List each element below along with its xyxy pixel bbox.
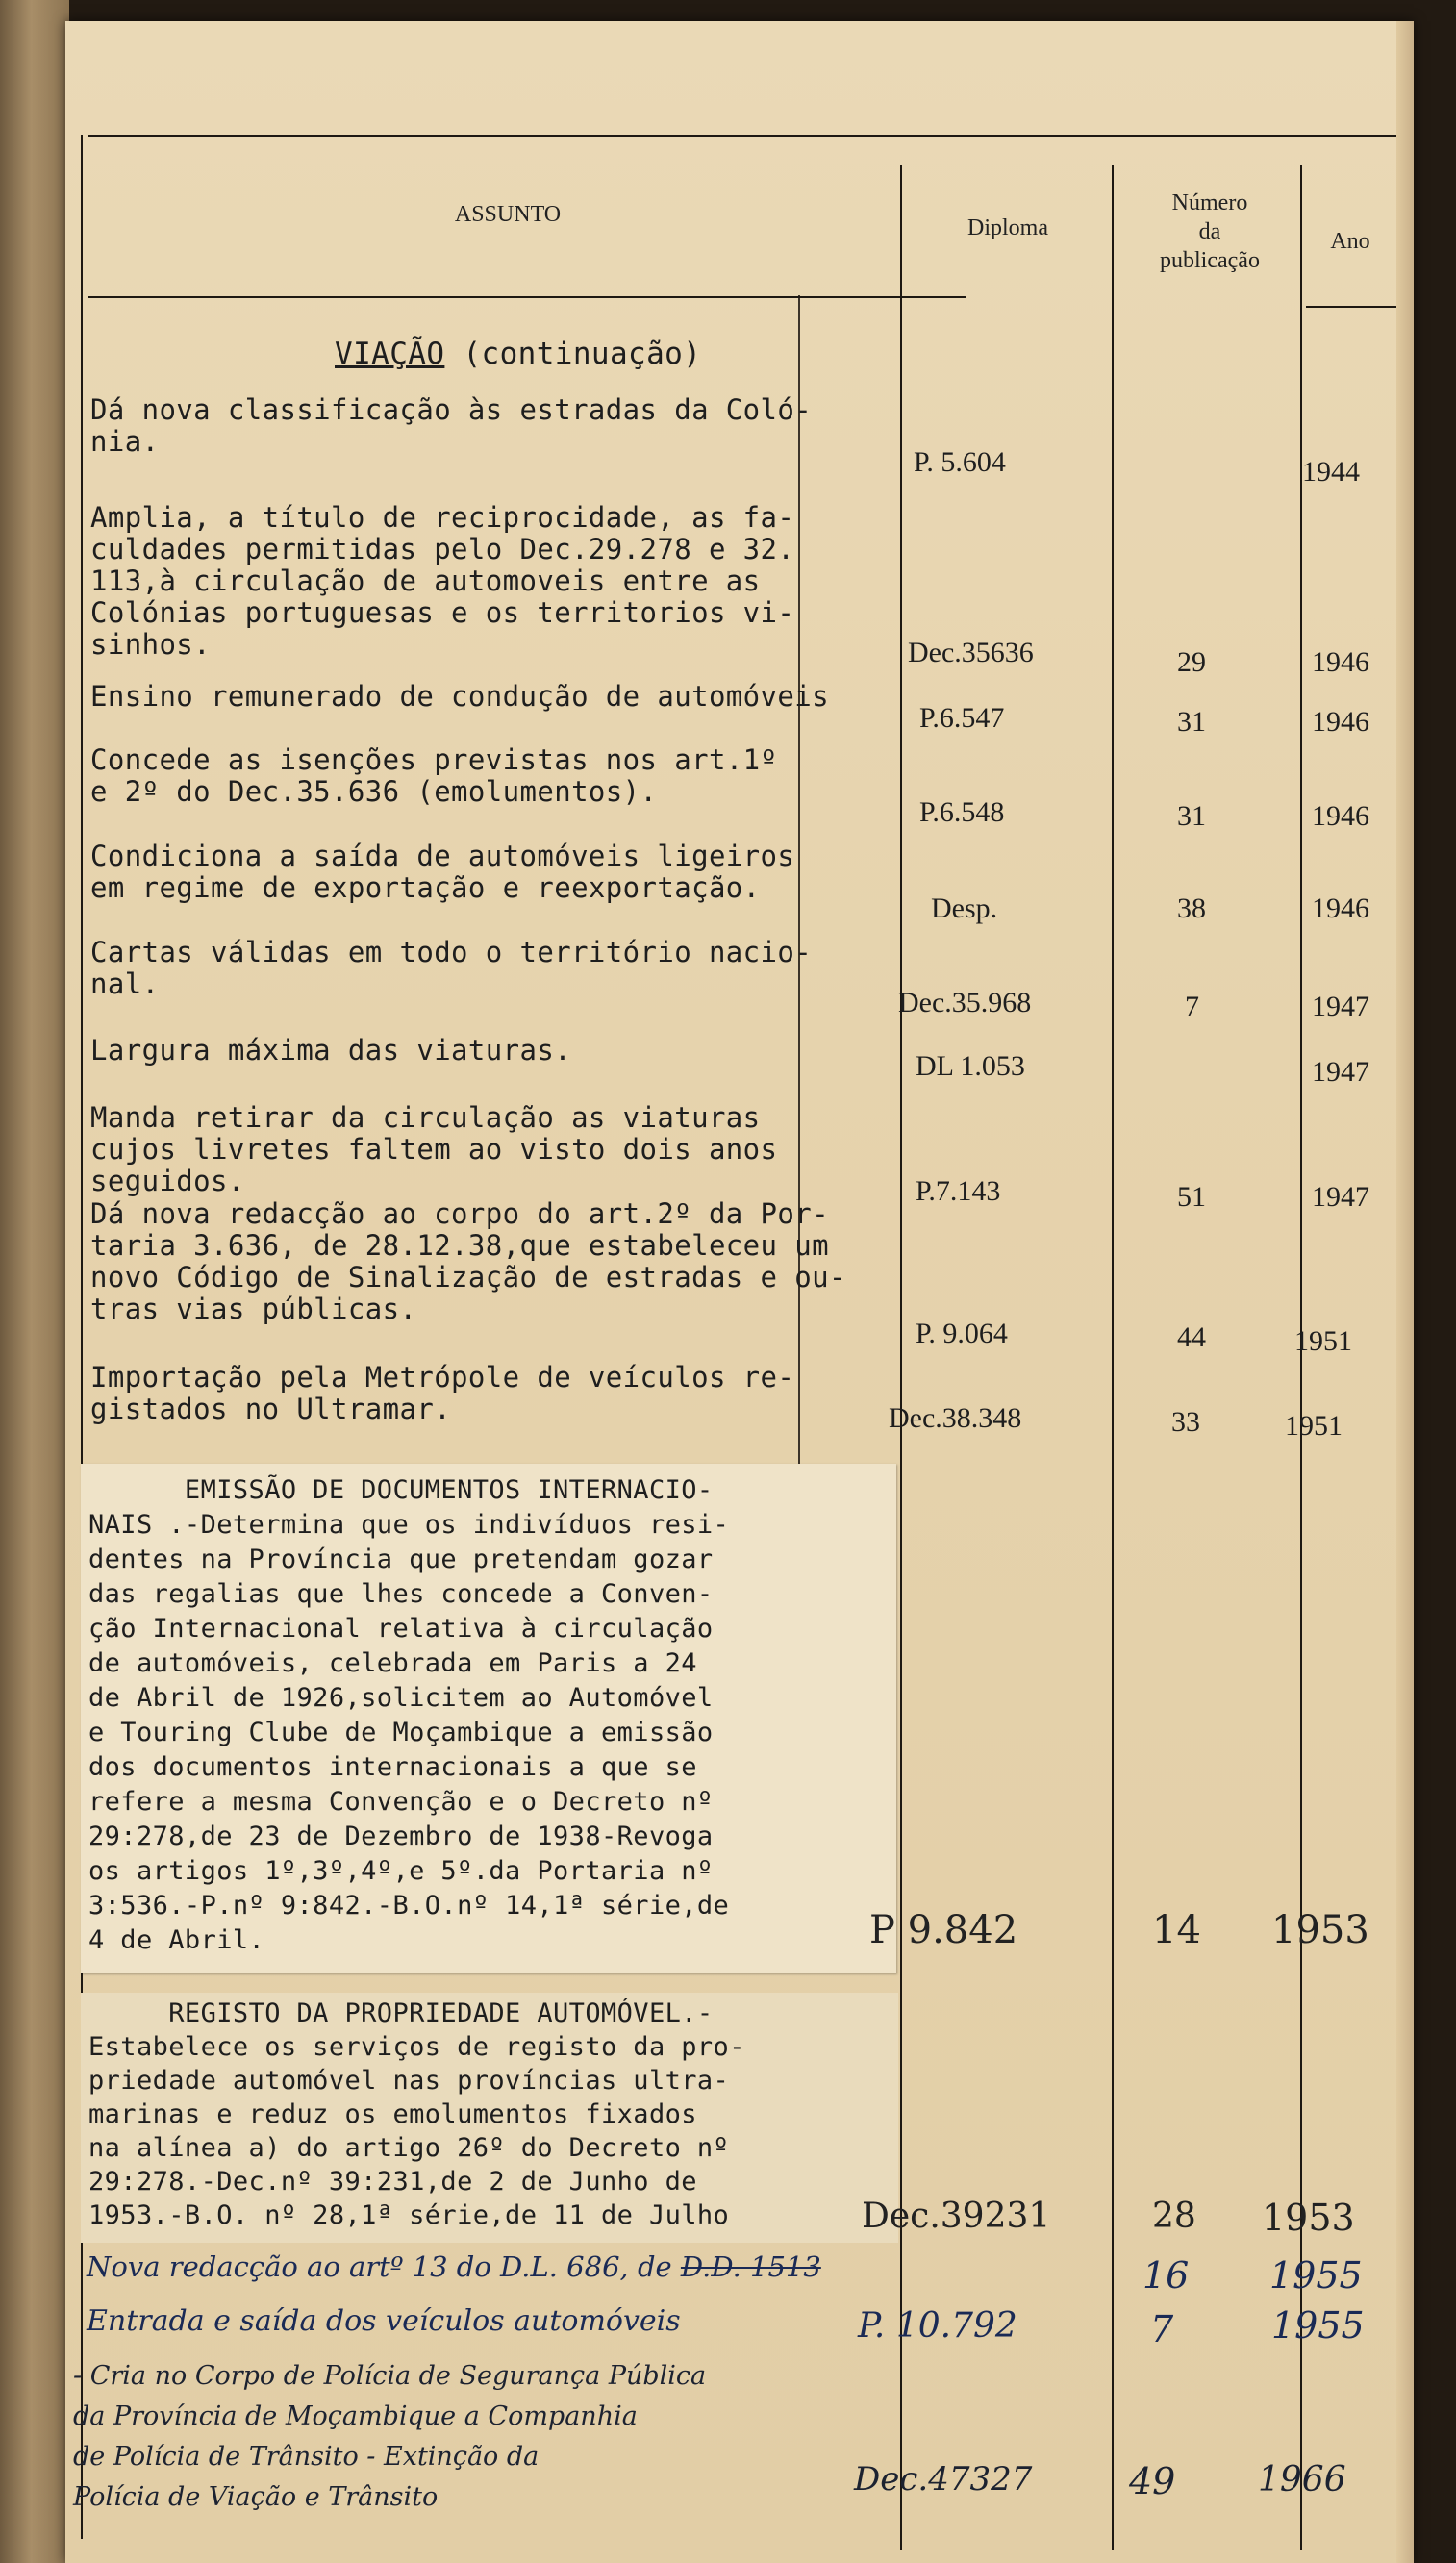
clipping-line: 1953.-B.O. nº 28,1ª série,de 11 de Julho [88, 2200, 730, 2230]
entry-line: e 2º do Dec.35.636 (emolumentos). [90, 775, 658, 808]
clipping-line: EMISSÃO DE DOCUMENTOS INTERNACIO- [88, 1475, 714, 1505]
entry-line: Largura máxima das viaturas. [90, 1034, 572, 1067]
handwritten-entry-1-numero: 16 [1142, 2254, 1190, 2297]
page-edge [1396, 21, 1414, 2563]
col-divider-numero [1112, 165, 1114, 2550]
entry-line: Dá nova classificação às estradas da Coló- [90, 393, 813, 426]
entry-3-ano: 1946 [1312, 706, 1369, 738]
register-page [65, 21, 1414, 2563]
entry-1-text [90, 394, 812, 458]
clipping-line: os artigos 1º,3º,4º,e 5º.da Portaria nº [88, 1856, 714, 1886]
header-bottom-rule-left [88, 296, 966, 298]
handwritten-note [73, 2356, 706, 2518]
clipping-1-numero: 14 [1152, 1908, 1201, 1952]
entry-5-numero: 38 [1177, 892, 1206, 924]
entry-line: cujos livretes faltem ao visto dois anos [90, 1133, 778, 1166]
handwritten-entry-2-diploma: P. 10.792 [858, 2306, 1017, 2346]
entry-4-ano: 1946 [1312, 800, 1369, 832]
entry-7-diploma: DL 1.053 [916, 1050, 1025, 1082]
note-line: da Província de Moçambique a Companhia [73, 2401, 638, 2431]
handwritten-entry-1-struck: D.D. 1513 [680, 2250, 821, 2283]
entry-line: em regime de exportação e reexportação. [90, 871, 761, 904]
entry-5-ano: 1946 [1312, 892, 1369, 924]
entry-5-text [90, 841, 794, 904]
note-line: - Cria no Corpo de Polícia de Segurança Pública [73, 2361, 707, 2391]
entry-line: sinhos. [90, 628, 212, 661]
entry-9-diploma: P. 9.064 [916, 1318, 1008, 1349]
entry-line: Dá nova redacção ao corpo do art.2º da Por- [90, 1197, 829, 1230]
handwritten-entry-2-ano: 1955 [1271, 2304, 1365, 2347]
entry-5-diploma: Desp. [931, 892, 998, 924]
entry-4-diploma: P.6.548 [919, 796, 1005, 828]
section-title [335, 339, 701, 370]
entry-line: 113,à circulação de automoveis entre as [90, 565, 761, 597]
entry-line: Cartas válidas em todo o território nacio- [90, 936, 813, 968]
col-divider-ano [1300, 165, 1302, 2550]
entry-line: tras vias públicas. [90, 1293, 417, 1325]
entry-10-numero: 33 [1171, 1406, 1200, 1438]
entry-6-text [90, 937, 812, 1000]
entry-line: Condiciona a saída de automóveis ligeiros [90, 840, 795, 872]
clipping-line: das regalias que lhes concede a Conven- [88, 1579, 714, 1609]
entry-4-numero: 31 [1177, 800, 1206, 832]
entry-line: Importação pela Metrópole de veículos re- [90, 1361, 795, 1394]
entry-7-ano: 1947 [1312, 1056, 1369, 1088]
handwritten-note-ano: 1966 [1258, 2460, 1346, 2500]
note-line: de Polícia de Trânsito - Extinção da [73, 2442, 540, 2472]
handwritten-entry-2-numero: 7 [1150, 2308, 1174, 2350]
handwritten-entry-1-ano: 1955 [1269, 2254, 1363, 2297]
entry-10-diploma: Dec.38.348 [889, 1402, 1022, 1434]
entry-7-text [90, 1035, 571, 1067]
clipping-1-ano: 1953 [1271, 1908, 1369, 1952]
header-bottom-rule-right [1306, 306, 1396, 308]
clipping-line: refere a mesma Convenção e o Decreto nº [88, 1787, 714, 1817]
entry-3-diploma: P.6.547 [919, 702, 1005, 734]
entry-10-ano: 1951 [1285, 1410, 1343, 1442]
clipping-line: e Touring Clube de Moçambique a emissão [88, 1718, 714, 1747]
entry-8-diploma: P.7.143 [916, 1175, 1001, 1207]
clipping-line: 29:278.-Dec.nº 39:231,de 2 de Junho de [88, 2167, 697, 2197]
clipping-line: dentes na Província que pretendam gozar [88, 1545, 714, 1574]
handwritten-entry-2-text: Entrada e saída dos veículos automóveis [87, 2304, 681, 2338]
section-title-rest: (continuação) [444, 337, 702, 371]
entry-6-numero: 7 [1185, 991, 1199, 1022]
clipping-line: na alínea a) do artigo 26º do Decreto nº [88, 2133, 730, 2163]
entry-line: Concede as isenções previstas nos art.1º [90, 743, 778, 776]
clipping-line: Estabelece os serviços de registo da pro- [88, 2032, 745, 2062]
handwritten-note-numero: 49 [1129, 2460, 1176, 2502]
entry-4-text [90, 744, 777, 808]
entry-2-numero: 29 [1177, 646, 1206, 678]
clipping-line: de Abril de 1926,solicitem ao Automóvel [88, 1683, 714, 1713]
clipping-2-diploma: Dec.39231 [862, 2197, 1051, 2236]
entry-line: Colónias portuguesas e os territorios vi- [90, 596, 795, 629]
clipping-1-text [88, 1473, 729, 1958]
header-numero [1123, 188, 1296, 275]
entry-line: Manda retirar da circulação as viaturas [90, 1101, 761, 1134]
header-numero-line2: da [1198, 219, 1221, 244]
clipping-line: 4 de Abril. [88, 1925, 265, 1955]
entry-2-text [90, 502, 794, 661]
col-divider-diploma [900, 165, 902, 2550]
entry-line: novo Código de Sinalização de estradas e ou- [90, 1261, 846, 1294]
clipping-2-ano: 1953 [1262, 2197, 1355, 2239]
entry-2-ano: 1946 [1312, 646, 1369, 678]
clipping-line: NAIS .-Determina que os indivíduos resi- [88, 1510, 730, 1540]
entry-3-text [90, 681, 829, 713]
clipping-line: dos documentos internacionais a que se [88, 1752, 697, 1782]
entry-6-diploma: Dec.35.968 [898, 987, 1032, 1018]
book-spine [0, 0, 69, 2563]
clipping-line: ção Internacional relativa à circulação [88, 1614, 714, 1644]
entry-1-ano: 1944 [1302, 456, 1360, 488]
entry-6-ano: 1947 [1312, 991, 1369, 1022]
entry-8-ano: 1947 [1312, 1181, 1369, 1213]
clipping-line: marinas e reduz os emolumentos fixados [88, 2099, 697, 2129]
handwritten-entry-1-text [87, 2250, 821, 2283]
entry-line: culdades permitidas pelo Dec.29.278 e 32. [90, 533, 795, 565]
clipping-line: REGISTO DA PROPRIEDADE AUTOMÓVEL.- [88, 1998, 714, 2028]
header-numero-line1: Número [1171, 190, 1248, 215]
clipping-line: de automóveis, celebrada em Paris a 24 [88, 1648, 697, 1678]
clipping-2-numero: 28 [1152, 2197, 1196, 2236]
entry-9-numero: 44 [1177, 1321, 1206, 1353]
clipping-2-text [88, 1997, 745, 2232]
clipping-line: 3:536.-P.nº 9:842.-B.O.nº 14,1ª série,de [88, 1891, 730, 1921]
entry-1-diploma: P. 5.604 [914, 446, 1006, 478]
entry-3-numero: 31 [1177, 706, 1206, 738]
entry-line: nia. [90, 425, 160, 458]
entry-9-text [90, 1198, 846, 1325]
clipping-1-diploma: P 9.842 [869, 1908, 1018, 1952]
header-numero-line3: publicação [1160, 248, 1260, 273]
entry-9-ano: 1951 [1294, 1325, 1352, 1357]
assunto-right-rule [798, 295, 800, 1507]
header-diploma: Diploma [967, 215, 1048, 240]
header-ano: Ano [1330, 229, 1370, 254]
entry-2-diploma: Dec.35636 [908, 637, 1034, 668]
clipping-line: priedade automóvel nas províncias ultra- [88, 2066, 730, 2096]
entry-10-text [90, 1362, 794, 1425]
entry-8-text [90, 1102, 777, 1197]
entry-line: Amplia, a título de reciprocidade, as fa- [90, 501, 795, 534]
handwritten-entry-1-body: Nova redacção ao artº 13 do D.L. 686, de [87, 2250, 672, 2283]
header-top-rule [88, 135, 1396, 137]
note-line: Polícia de Viação e Trânsito [73, 2482, 439, 2512]
header-assunto: ASSUNTO [454, 202, 562, 227]
entry-line: Ensino remunerado de condução de automóveis [90, 680, 829, 713]
handwritten-note-diploma: Dec.47327 [854, 2460, 1033, 2499]
clipping-line: 29:278,de 23 de Dezembro de 1938-Revoga [88, 1822, 714, 1851]
entry-line: nal. [90, 967, 160, 1000]
entry-line: taria 3.636, de 28.12.38,que estabeleceu um [90, 1229, 829, 1262]
entry-line: gistados no Ultramar. [90, 1393, 452, 1425]
entry-8-numero: 51 [1177, 1181, 1206, 1213]
section-title-underlined: VIAÇÃO [335, 337, 445, 371]
entry-line: seguidos. [90, 1165, 245, 1197]
